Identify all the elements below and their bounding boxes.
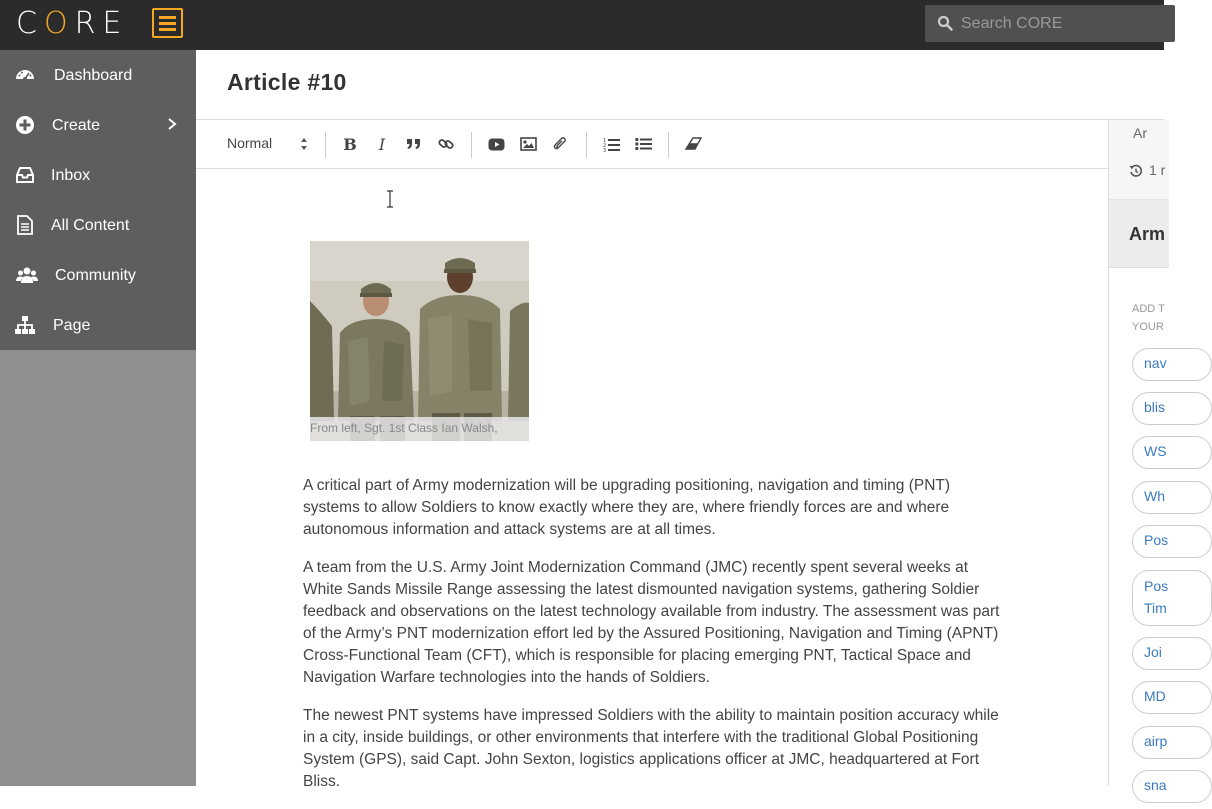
editor-body[interactable] <box>196 170 1108 790</box>
select-arrows-icon <box>300 137 308 151</box>
tag-item[interactable]: WS <box>1132 436 1212 469</box>
menu-toggle-button[interactable] <box>152 8 183 38</box>
sidebar-item-label: Create <box>52 117 101 134</box>
quote-icon <box>406 137 422 151</box>
tag-item[interactable]: blis <box>1132 392 1212 425</box>
ordered-list-icon <box>603 137 620 152</box>
tag-item[interactable]: airp <box>1132 726 1212 759</box>
chevron-right-icon <box>166 117 178 131</box>
right-panel <box>1108 120 1169 793</box>
users-icon <box>14 264 40 286</box>
search-box[interactable] <box>925 5 1175 42</box>
unordered-list-button[interactable] <box>633 134 653 154</box>
bold-icon: B <box>343 134 357 154</box>
tag-item[interactable]: Joi <box>1132 637 1212 670</box>
attachment-icon <box>552 136 568 152</box>
toolbar-divider <box>471 132 472 158</box>
history-icon <box>1129 164 1143 178</box>
sidebar <box>0 50 196 786</box>
toolbar-divider <box>586 132 587 158</box>
sidebar-item-label: Inbox <box>51 167 91 184</box>
toolbar-divider <box>668 132 669 158</box>
tag-item[interactable]: Wh <box>1132 481 1212 514</box>
editor-toolbar <box>196 120 1108 169</box>
sidebar-item-label: Page <box>53 317 91 334</box>
plus-circle-icon <box>14 114 36 136</box>
clear-format-button[interactable] <box>683 134 703 154</box>
core-logo[interactable]: CORE <box>16 6 129 41</box>
tag-item[interactable]: nav <box>1132 348 1212 381</box>
toolbar-divider <box>325 132 326 158</box>
italic-button[interactable] <box>372 134 392 154</box>
paragraph: A team from the U.S. Army Joint Modernization Command (JMC) recently spent several weeks at White Sands Missile Range assessing the latest dismounted navigation systems, gathering Soldier feedback and observations on the latest technology available from industry. The assessment was part of the Army’s PNT modernization effort led by the Assured Positioning, Navigation and Timing (APNT) Cross-Functional Team (CFT), which is responsible for placing emerging PNT, Tactical Space and Navigation Warfare technologies into the hands of Soldiers. <box>303 559 1000 686</box>
hamburger-icon <box>159 16 176 19</box>
video-icon <box>488 138 505 151</box>
attachment-button[interactable] <box>550 134 570 154</box>
svg-text:2: 2 <box>602 142 606 149</box>
add-to-label: ADD T YOUR <box>1132 303 1165 333</box>
text-cursor-icon <box>386 190 394 208</box>
format-select[interactable]: Normal <box>227 135 273 151</box>
eraser-icon <box>684 137 702 151</box>
title-bar <box>196 50 1164 120</box>
panel-top-text: Ar <box>1133 125 1147 141</box>
tag-item[interactable]: sna <box>1132 770 1212 803</box>
soldiers-photo <box>310 241 529 441</box>
sidebar-item-dashboard[interactable] <box>0 50 196 100</box>
dashboard-icon <box>14 64 36 86</box>
link-icon <box>438 136 454 152</box>
sidebar-item-all-content[interactable] <box>0 200 196 250</box>
sidebar-item-inbox[interactable] <box>0 150 196 200</box>
main-content <box>196 50 1169 793</box>
panel-heading <box>1109 200 1169 268</box>
quote-button[interactable] <box>404 134 424 154</box>
image-caption: From left, Sgt. 1st Class Ian Walsh, <box>310 417 529 441</box>
sidebar-item-community[interactable] <box>0 250 196 300</box>
sidebar-item-page[interactable] <box>0 300 196 350</box>
sitemap-icon <box>14 314 36 336</box>
svg-text:3: 3 <box>602 147 606 154</box>
panel-heading-text: Arm <box>1129 224 1166 244</box>
page-title: Article #10 <box>227 69 347 95</box>
search-icon <box>937 15 953 31</box>
video-button[interactable] <box>486 134 506 154</box>
article-image[interactable] <box>310 241 529 441</box>
image-button[interactable] <box>518 134 538 154</box>
image-icon <box>520 137 537 151</box>
sidebar-item-label: Dashboard <box>54 67 133 84</box>
svg-text:1: 1 <box>602 137 606 144</box>
top-bar <box>0 0 1164 50</box>
link-button[interactable] <box>436 134 456 154</box>
article-body <box>303 475 1003 809</box>
revisions-link[interactable]: 1 r <box>1149 162 1166 178</box>
unordered-list-icon <box>635 137 652 151</box>
sidebar-item-label: All Content <box>51 217 130 234</box>
paragraph: A critical part of Army modernization will be upgrading positioning, navigation and timing (PNT) systems to allow Soldiers to know exactly where they are, where friendly forces are and where autonomous information and attack systems are at all times. <box>303 477 951 538</box>
tag-item[interactable]: Pos <box>1132 525 1212 558</box>
ordered-list-button[interactable] <box>601 134 621 154</box>
document-icon <box>14 214 36 236</box>
tag-item[interactable]: MD <box>1132 681 1212 714</box>
sidebar-item-create[interactable] <box>0 100 196 150</box>
sidebar-nav <box>0 50 196 350</box>
search-input[interactable] <box>961 13 1161 35</box>
italic-icon: I <box>378 134 386 154</box>
sidebar-item-label: Community <box>55 267 136 284</box>
bold-button[interactable] <box>340 134 360 154</box>
paragraph: The newest PNT systems have impressed Soldiers with the ability to maintain position accuracy while in a city, inside buildings, or other environments that interfere with the traditional Global Positioning System (GPS), said Capt. John Sexton, logistics applications officer at JMC, headquartered at Fort Bliss. <box>303 707 999 790</box>
inbox-icon <box>14 164 36 186</box>
revision-info <box>1109 120 1169 200</box>
tag-item[interactable]: Pos Tim <box>1132 570 1212 626</box>
